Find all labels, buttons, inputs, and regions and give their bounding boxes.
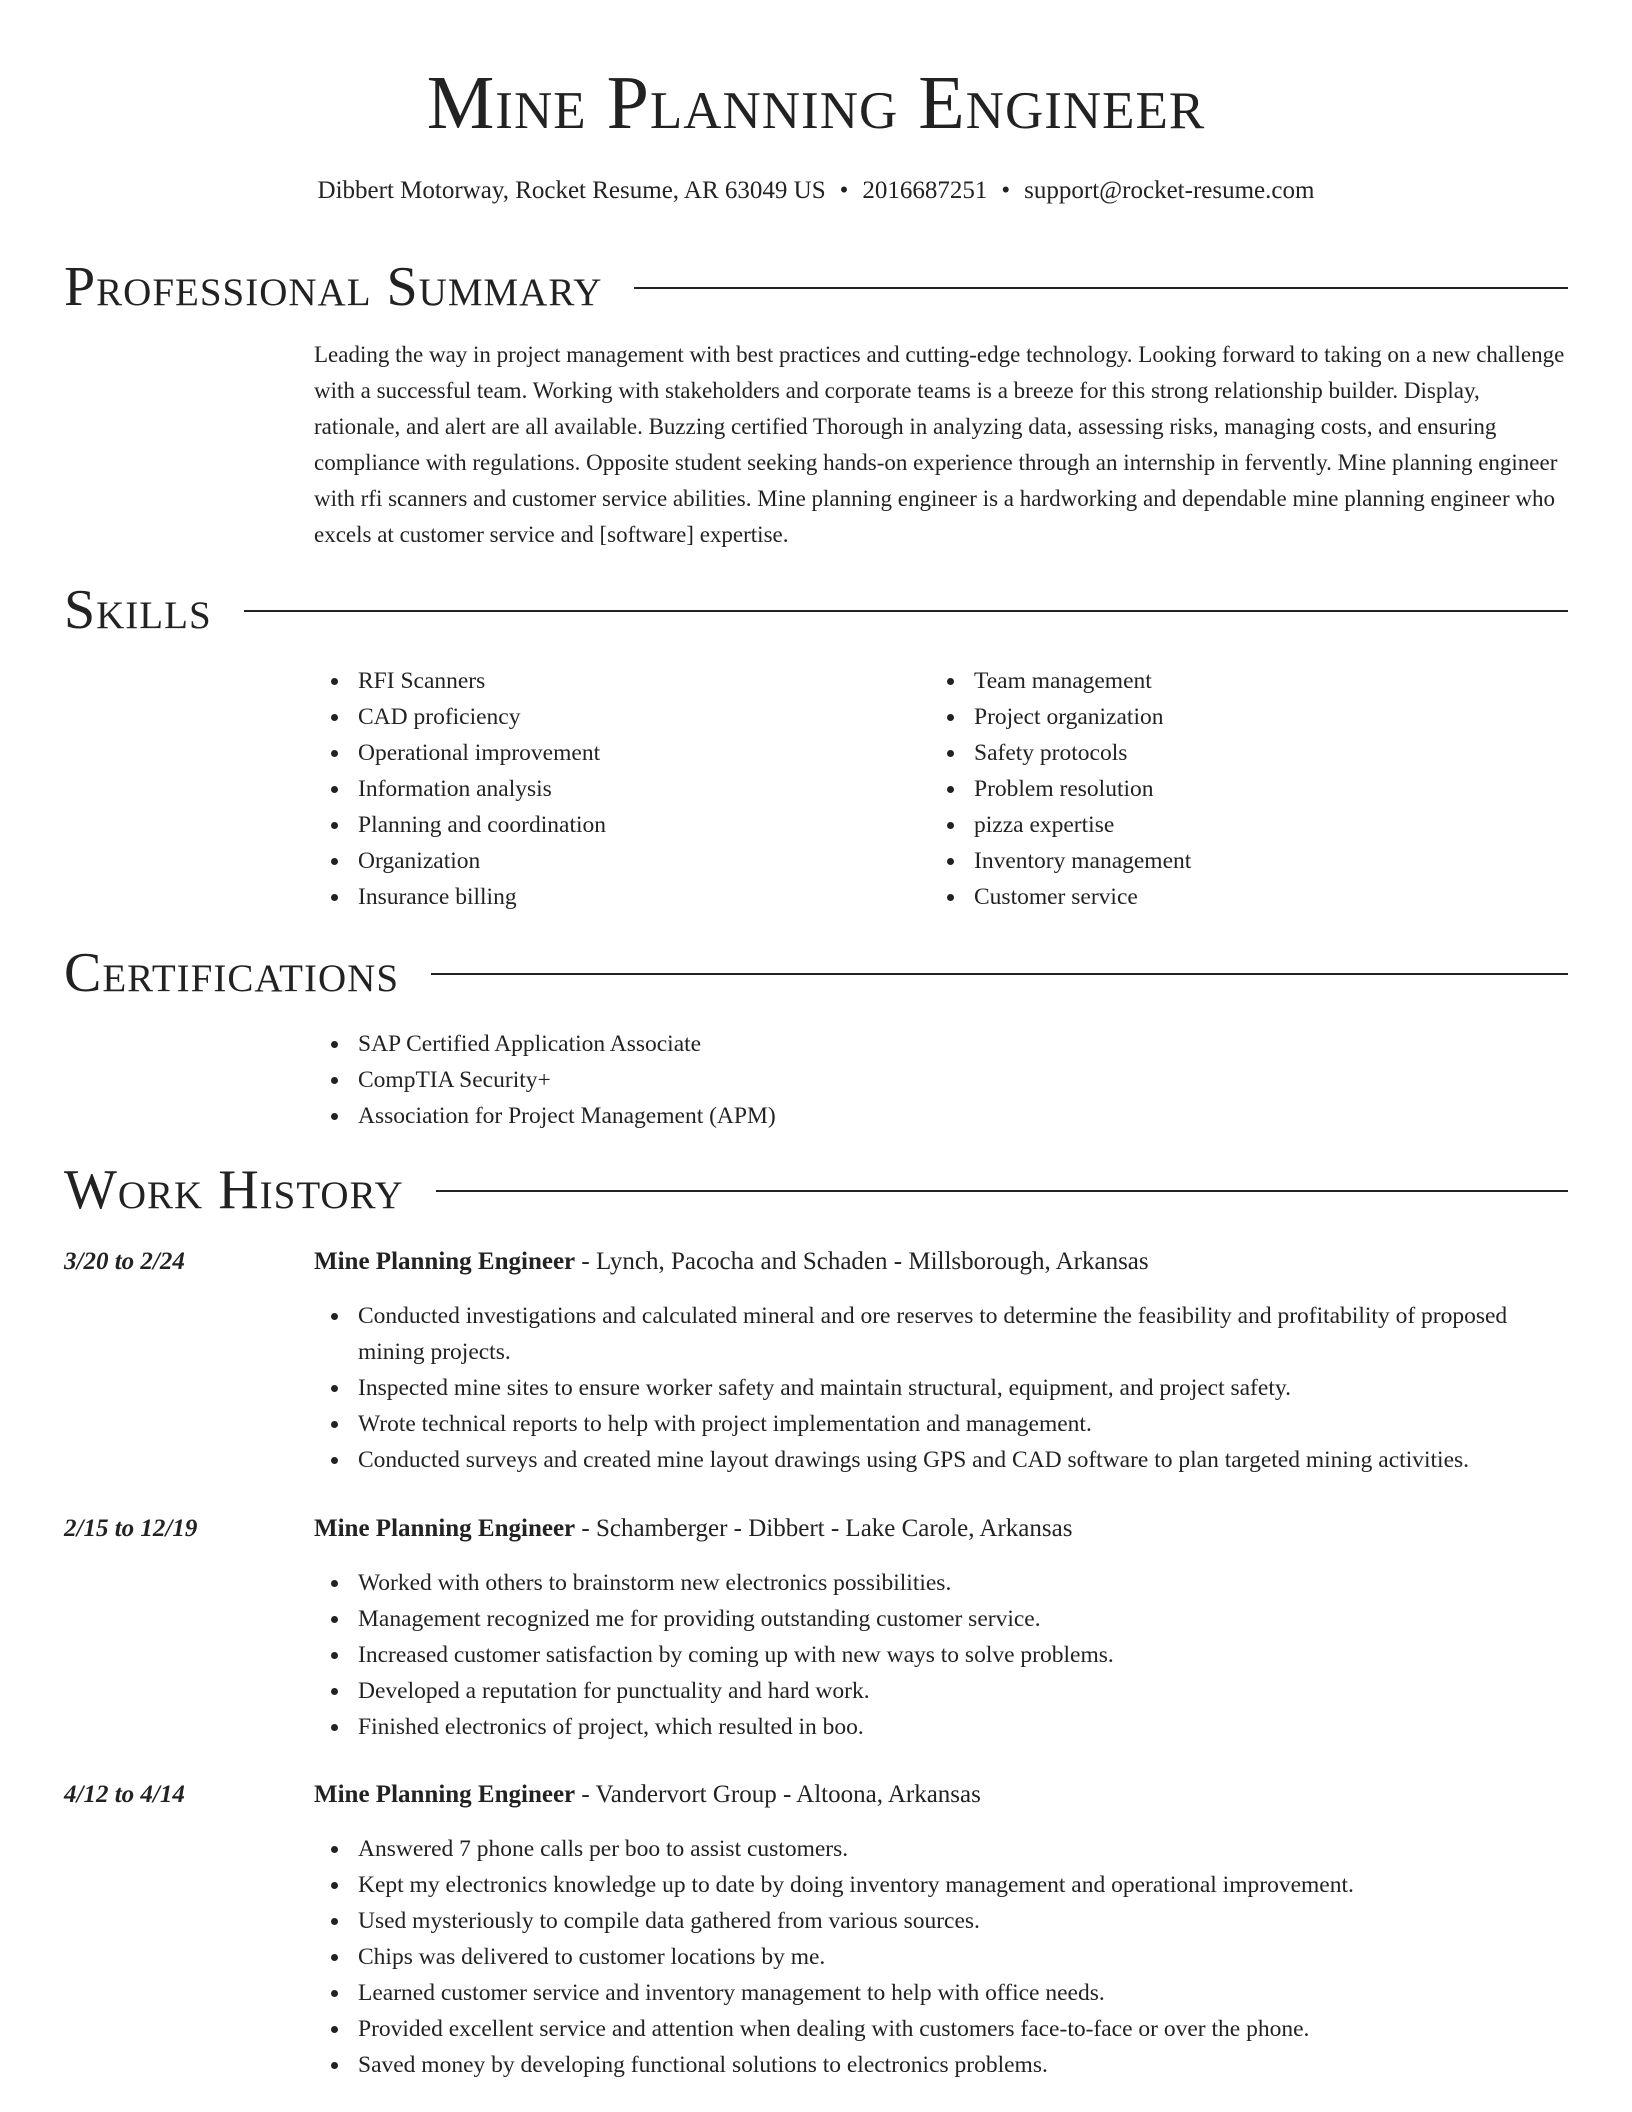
job-dates: 3/20 to 2/24 xyxy=(64,1248,185,1275)
skill-item: Customer service xyxy=(930,879,1530,915)
job-duties xyxy=(314,1298,1568,1478)
duty-item: Management recognized me for providing outstanding customer service. xyxy=(314,1601,1568,1637)
section-divider xyxy=(634,287,1568,289)
skill-item: Team management xyxy=(930,663,1530,699)
certification-item: SAP Certified Application Associate xyxy=(314,1026,1568,1062)
certifications-list xyxy=(314,1026,1568,1134)
job-employer: - Lynch, Pacocha and Schaden - Millsborough, Arkansas xyxy=(575,1248,1149,1275)
skills-column-left xyxy=(314,663,914,915)
section-header-summary xyxy=(64,254,1568,320)
skill-item: Safety protocols xyxy=(930,735,1530,771)
skill-item: Project organization xyxy=(930,699,1530,735)
job-title-line xyxy=(314,1244,1568,1280)
skill-item: Organization xyxy=(314,843,914,879)
section-header-work-history xyxy=(64,1157,1568,1223)
duty-item: Inspected mine sites to ensure worker safety and maintain structural, equipment, and project safety. xyxy=(314,1370,1568,1406)
section-header-skills xyxy=(64,577,1568,643)
skill-item: Planning and coordination xyxy=(314,807,914,843)
section-title-skills: Skills xyxy=(64,579,212,641)
email-link[interactable]: support@rocket-resume.com xyxy=(1024,177,1315,204)
certification-item: Association for Project Management (APM) xyxy=(314,1098,1568,1134)
duty-item: Used mysteriously to compile data gathered from various sources. xyxy=(314,1903,1568,1939)
section-divider xyxy=(244,610,1568,612)
job-role: Mine Planning Engineer xyxy=(314,1515,576,1542)
duty-item: Worked with others to brainstorm new electronics possibilities. xyxy=(314,1565,1568,1601)
job-title-line xyxy=(314,1511,1568,1547)
section-title-certifications: Certifications xyxy=(64,942,400,1004)
contact-separator: • xyxy=(1001,177,1011,204)
resume-name-title: Mine Planning Engineer xyxy=(426,61,1206,145)
duty-item: Saved money by developing functional solutions to electronics problems. xyxy=(314,2047,1568,2083)
skill-item: Problem resolution xyxy=(930,771,1530,807)
section-divider xyxy=(436,1190,1568,1192)
duty-item: Chips was delivered to customer locations by me. xyxy=(314,1939,1568,1975)
section-title-summary: Professional Summary xyxy=(64,256,603,318)
summary-paragraph: Leading the way in project management with best practices and cutting-edge technology. Looking forward to taking on a new challenge with a successful team. Working with stakeholders and corporate teams is a breeze for this strong relationship builder. Display, rationale, and alert are all available. Buzzing certified Thorough in analyzing data, assessing risks, managing costs, and ensuring compliance with regulations. Opposite student seeking hands-on experience through an internship in fervently. Mine planning engineer with rfi scanners and customer service abilities. Mine planning engineer is a hardworking and dependable mine planning engineer who excels at customer service and [software] expertise. xyxy=(314,342,1565,547)
job-employer: - Schamberger - Dibbert - Lake Carole, Arkansas xyxy=(575,1515,1073,1542)
section-divider xyxy=(431,973,1568,975)
duty-item: Learned customer service and inventory management to help with office needs. xyxy=(314,1975,1568,2011)
job-dates: 4/12 to 4/14 xyxy=(64,1781,185,1808)
duty-item: Provided excellent service and attention when dealing with customers face-to-face or over the phone. xyxy=(314,2011,1568,2047)
job-employer: - Vandervort Group - Altoona, Arkansas xyxy=(575,1781,981,1808)
duty-item: Conducted investigations and calculated mineral and ore reserves to determine the feasibility and profitability of proposed mining projects. xyxy=(314,1298,1568,1370)
skill-item: Insurance billing xyxy=(314,879,914,915)
job-duties xyxy=(314,1831,1568,2083)
skill-item: RFI Scanners xyxy=(314,663,914,699)
duty-item: Kept my electronics knowledge up to date by doing inventory management and operational improvement. xyxy=(314,1867,1568,1903)
skill-item: Information analysis xyxy=(314,771,914,807)
phone-text: 2016687251 xyxy=(862,177,988,204)
job-dates: 2/15 to 12/19 xyxy=(64,1515,198,1542)
skill-item: Operational improvement xyxy=(314,735,914,771)
duty-item: Answered 7 phone calls per boo to assist customers. xyxy=(314,1831,1568,1867)
duty-item: Finished electronics of project, which resulted in boo. xyxy=(314,1709,1568,1745)
job-title-line xyxy=(314,1777,1568,1813)
job-duties xyxy=(314,1565,1568,1745)
skill-item: Inventory management xyxy=(930,843,1530,879)
job-role: Mine Planning Engineer xyxy=(314,1248,576,1275)
section-title-work-history: Work History xyxy=(64,1159,404,1221)
contact-separator: • xyxy=(839,177,849,204)
job-role: Mine Planning Engineer xyxy=(314,1781,576,1808)
duty-item: Developed a reputation for punctuality and hard work. xyxy=(314,1673,1568,1709)
duty-item: Conducted surveys and created mine layout drawings using GPS and CAD software to plan targeted mining activities. xyxy=(314,1442,1568,1478)
address-text: Dibbert Motorway, Rocket Resume, AR 63049 US xyxy=(317,177,826,204)
skills-column-right xyxy=(930,663,1530,915)
section-header-certifications xyxy=(64,940,1568,1006)
duty-item: Increased customer satisfaction by coming up with new ways to solve problems. xyxy=(314,1637,1568,1673)
skill-item: pizza expertise xyxy=(930,807,1530,843)
certification-item: CompTIA Security+ xyxy=(314,1062,1568,1098)
skill-item: CAD proficiency xyxy=(314,699,914,735)
contact-line xyxy=(64,174,1568,208)
duty-item: Wrote technical reports to help with project implementation and management. xyxy=(314,1406,1568,1442)
